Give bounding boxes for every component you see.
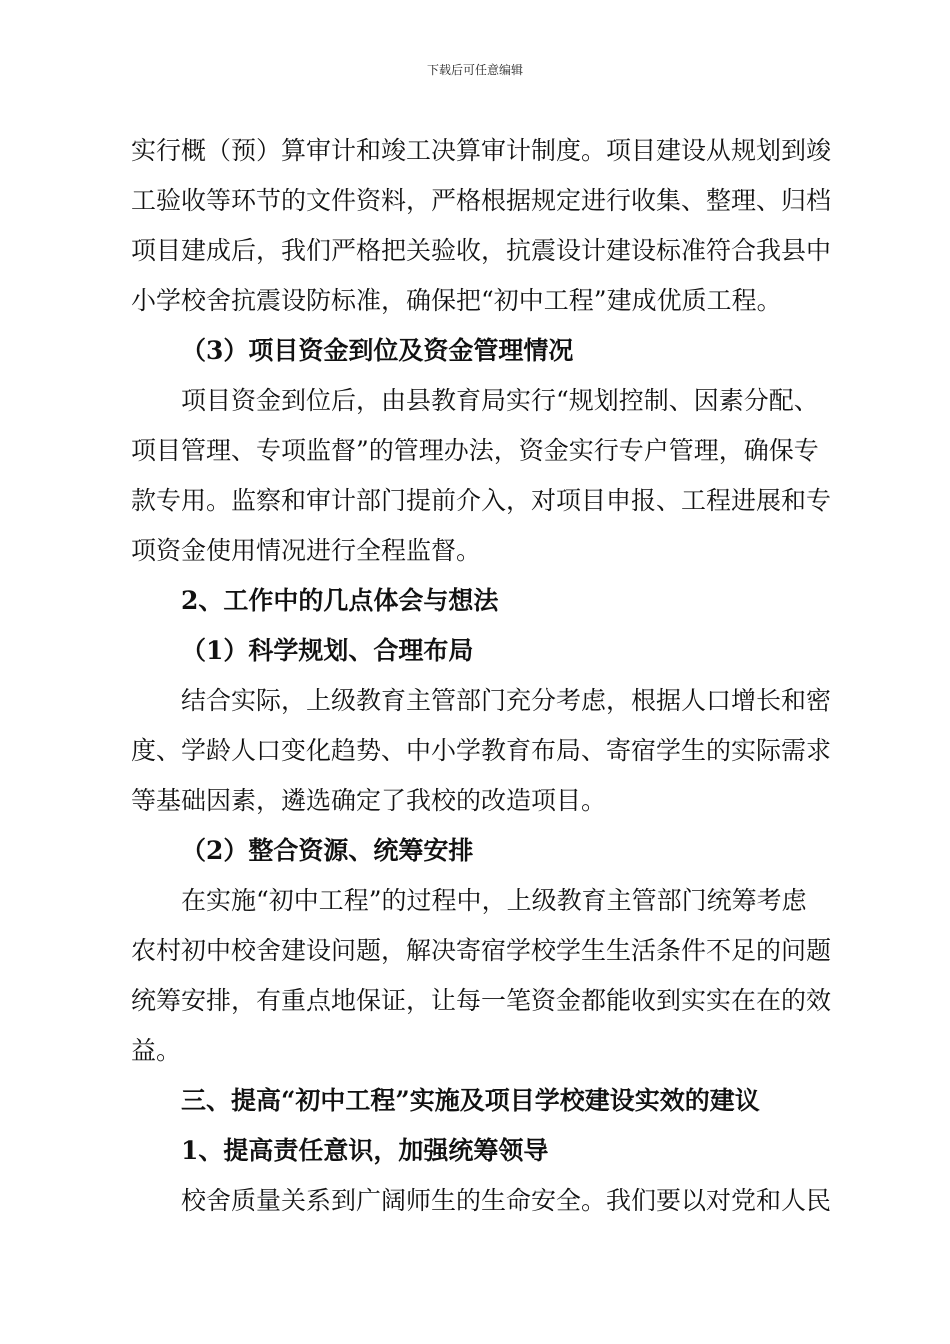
paragraph-line: 等基础因素，遴选确定了我校的改造项目。	[131, 786, 607, 815]
heading-responsibility: 1、提高责任意识，加强统筹领导	[181, 1136, 549, 1165]
paragraph-line: 项目资金到位后，由县教育局实行“规划控制、因素分配、	[181, 386, 819, 415]
heading-section-three: 三、提高“初中工程”实施及项目学校建设实效的建议	[181, 1086, 760, 1115]
paragraph-line: 结合实际，上级教育主管部门充分考虑，根据人口增长和密	[181, 686, 832, 715]
document-body	[131, 126, 856, 1226]
paragraph-line: 款专用。监察和审计部门提前介入，对项目申报、工程进展和专	[131, 486, 832, 515]
paragraph-line: 项目建成后，我们严格把关验收，抗震设计建设标准符合我县中	[131, 236, 832, 265]
heading-integrate-resources: （2）整合资源、统筹安排	[181, 836, 474, 865]
paragraph-line: 小学校舍抗震设防标准，确保把“初中工程”建成优质工程。	[131, 286, 782, 315]
heading-funds-management: （3）项目资金到位及资金管理情况	[181, 336, 574, 365]
paragraph-line: 工验收等环节的文件资料，严格根据规定进行收集、整理、归档	[131, 186, 832, 215]
paragraph-line: 项资金使用情况进行全程监督。	[131, 536, 482, 565]
paragraph-line: 农村初中校舍建设问题，解决寄宿学校学生生活条件不足的问题	[131, 936, 832, 965]
paragraph-line: 益。	[131, 1036, 182, 1065]
paragraph-line: 校舍质量关系到广阔师生的生命安全。我们要以对党和人民	[181, 1186, 832, 1215]
heading-work-experience: 2、工作中的几点体会与想法	[181, 586, 499, 615]
paragraph-line: 实行概（预）算审计和竣工决算审计制度。项目建设从规划到竣	[131, 136, 832, 165]
paragraph-line: 项目管理、专项监督”的管理办法，资金实行专户管理，确保专	[131, 436, 819, 465]
paragraph-line: 在实施“初中工程”的过程中，上级教育主管部门统筹考虑	[181, 886, 807, 915]
heading-scientific-planning: （1）科学规划、合理布局	[181, 636, 474, 665]
paragraph-line: 统筹安排，有重点地保证，让每一笔资金都能收到实实在在的效	[131, 986, 832, 1015]
page-header: 下载后可任意编辑	[426, 63, 523, 77]
paragraph-line: 度、学龄人口变化趋势、中小学教育布局、寄宿学生的实际需求	[131, 736, 832, 765]
